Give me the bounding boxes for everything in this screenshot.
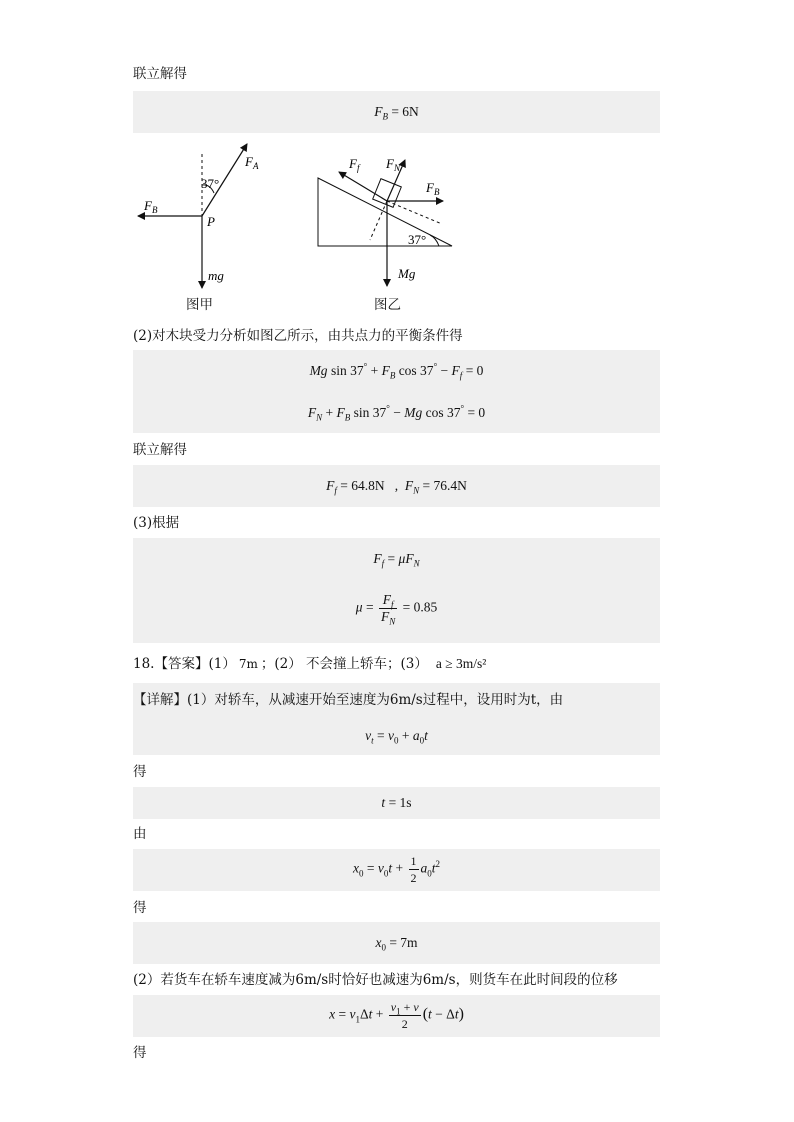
text-lianli-1: 联立解得 — [133, 66, 187, 82]
equation-box-equilibrium — [133, 350, 660, 433]
dashed-normal — [370, 201, 387, 240]
fb-value: = 6N — [391, 104, 419, 119]
caption-yi: 图乙 — [374, 297, 401, 313]
equation-box-mu — [133, 538, 660, 643]
equation-x: $x = v_1\Delta t$ + $\frac{v_1 + v}{2}$ (t − Δt) — [329, 1000, 464, 1031]
dashed-slope — [387, 201, 442, 224]
detail-text: 【详解】(1）对轿车，从减速开始至速度为6m/s过程中，设用时为t，由 — [133, 692, 564, 708]
equation-ff-mu: $F_f = \mu F_N$ — [373, 551, 420, 569]
equation-vt: $v_t = v_0 + a_0t$ — [365, 728, 428, 746]
text-de-1: 得 — [133, 764, 147, 780]
text-part2: (2)对木块受力分析如图乙所示，由共点力的平衡条件得 — [133, 328, 463, 344]
equation-eq2: $F_N + F_B$ sin 37° − Mg cos 37° = 0 — [307, 403, 486, 423]
equation-box-x0 — [133, 922, 660, 964]
equation-t: t = 1s — [381, 795, 412, 810]
equation-box-x0-formula — [133, 849, 660, 891]
equation-mu: μ = $\frac{F_f}{F_N}$ = 0.85 — [355, 592, 438, 627]
figure-yi — [318, 156, 452, 286]
equation-eq1: Mg $\sin 37^\circ + F_B$ $\cos 37^\circ - F_f = 0$ — [309, 361, 484, 381]
equation-x0-formula: $x_0 = v_0t$ + $\frac{1}{2}$ $a_0t^2$ — [352, 854, 441, 885]
equation-box-detail — [133, 683, 660, 755]
angle-label-jia: 37° — [201, 176, 220, 191]
angle-label-yi: 37° — [408, 232, 427, 247]
text-de-3: 得 — [133, 1045, 147, 1061]
text-de-2: 得 — [133, 900, 147, 916]
ff-label: $F_f$ — [349, 156, 360, 173]
fa-label: $F_A$ — [245, 154, 259, 171]
equation-box-fb — [133, 91, 660, 133]
equation-ff-fn: $F_f = 64.8N$ , $F_N = 76.4N$ — [326, 478, 467, 496]
force-diagrams — [130, 140, 470, 318]
caption-jia: 图甲 — [186, 297, 213, 313]
mg-label-yi: Mg — [398, 266, 416, 281]
text-lianli-2: 联立解得 — [133, 442, 187, 458]
point-p-label: P — [207, 214, 215, 229]
equation-x0: $x_0 = 7m$ — [375, 935, 418, 953]
text-part2-truck: (2）若货车在轿车速度减为6m/s时恰好也减速为6m/s，则货车在此时间段的位移 — [133, 972, 618, 988]
figure-jia — [138, 144, 259, 288]
fn-label: $F_N$ — [386, 156, 400, 173]
equation-fb: $F_B = 6N$ — [374, 104, 419, 122]
mg-label: mg — [208, 268, 224, 283]
equation-box-ff-fn — [133, 465, 660, 507]
answer-18: 18.【答案】(1） 7m ；(2） 不会撞上轿车；(3） a ≥ 3m/s² — [133, 656, 487, 672]
equation-box-x — [133, 995, 660, 1037]
fb-label-jia: $F_B$ — [144, 198, 158, 215]
text-you: 由 — [133, 826, 147, 842]
equation-box-t — [133, 787, 660, 819]
text-part3: (3)根据 — [133, 515, 180, 531]
fb-label-yi: $F_B$ — [426, 180, 440, 197]
